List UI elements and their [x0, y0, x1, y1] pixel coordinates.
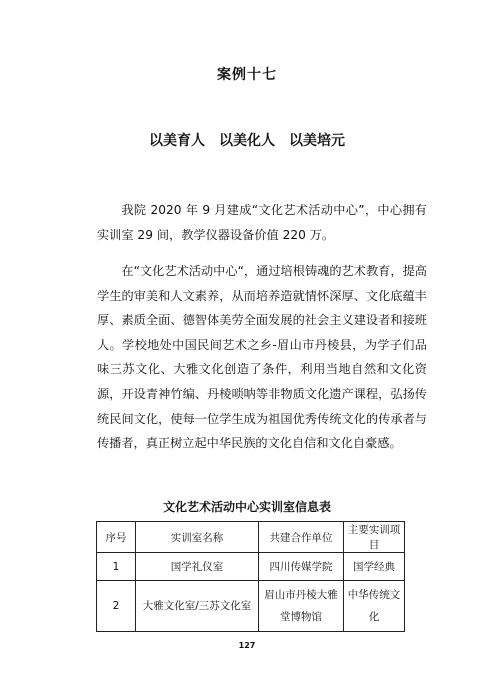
table-title: 文化艺术活动中心实训室信息表 [162, 500, 331, 514]
table-header-row [97, 522, 405, 553]
paragraph-text: 在“文化艺术活动中心“，通过培根铸魂的艺术教育，提高学生的审美和人文素养，从而培养造就情怀深厚、文化底蕴丰厚、素质全面、德智体美劳全面发展的社会主义建设者和接班人。学校地处中国民间艺术之乡-眉山市丹棱县，为学子们品味三苏文化、大雅文化创造了条件，利用当地自然和文化资源，开设青神竹编、丹棱唢呐等非物质文化遗产课程，弘扬传统民间文化，使每一位学生成为祖国优秀传统文化的传承者与传播者，真正树立起中华民族的文化自信和文化自豪感。 [97, 264, 427, 451]
cell-project: 中华传统文化 [344, 581, 405, 632]
header-room-name: 实训室名称 [136, 522, 259, 553]
cell-partner: 眉山市丹棱大雅堂博物馆 [259, 581, 344, 632]
cell-index: 2 [97, 581, 136, 632]
paragraph-intro [97, 198, 427, 247]
cell-room-name: 大雅文化室/三苏文化室 [136, 581, 259, 632]
cell-room-name: 国学礼仪室 [136, 553, 259, 581]
header-partner: 共建合作单位 [259, 522, 344, 553]
cell-index: 1 [97, 553, 136, 581]
cell-project: 国学经典 [344, 553, 405, 581]
training-room-table [96, 521, 405, 632]
cell-partner: 四川传媒学院 [259, 553, 344, 581]
subtitle: 以美育人 以美化人 以美培元 [149, 133, 345, 149]
table-row [97, 581, 405, 632]
header-index: 序号 [97, 522, 136, 553]
paragraph-text: 我院 2020 年 9 月建成“文化艺术活动中心”，中心拥有实训室 29 间，教学仪器设备价值 220 万。 [97, 203, 427, 242]
page-number: 127 [238, 641, 256, 650]
table-row [97, 553, 405, 581]
case-title: 案例十七 [217, 67, 277, 83]
header-project: 主要实训项目 [344, 522, 405, 553]
paragraph-main [97, 259, 427, 456]
